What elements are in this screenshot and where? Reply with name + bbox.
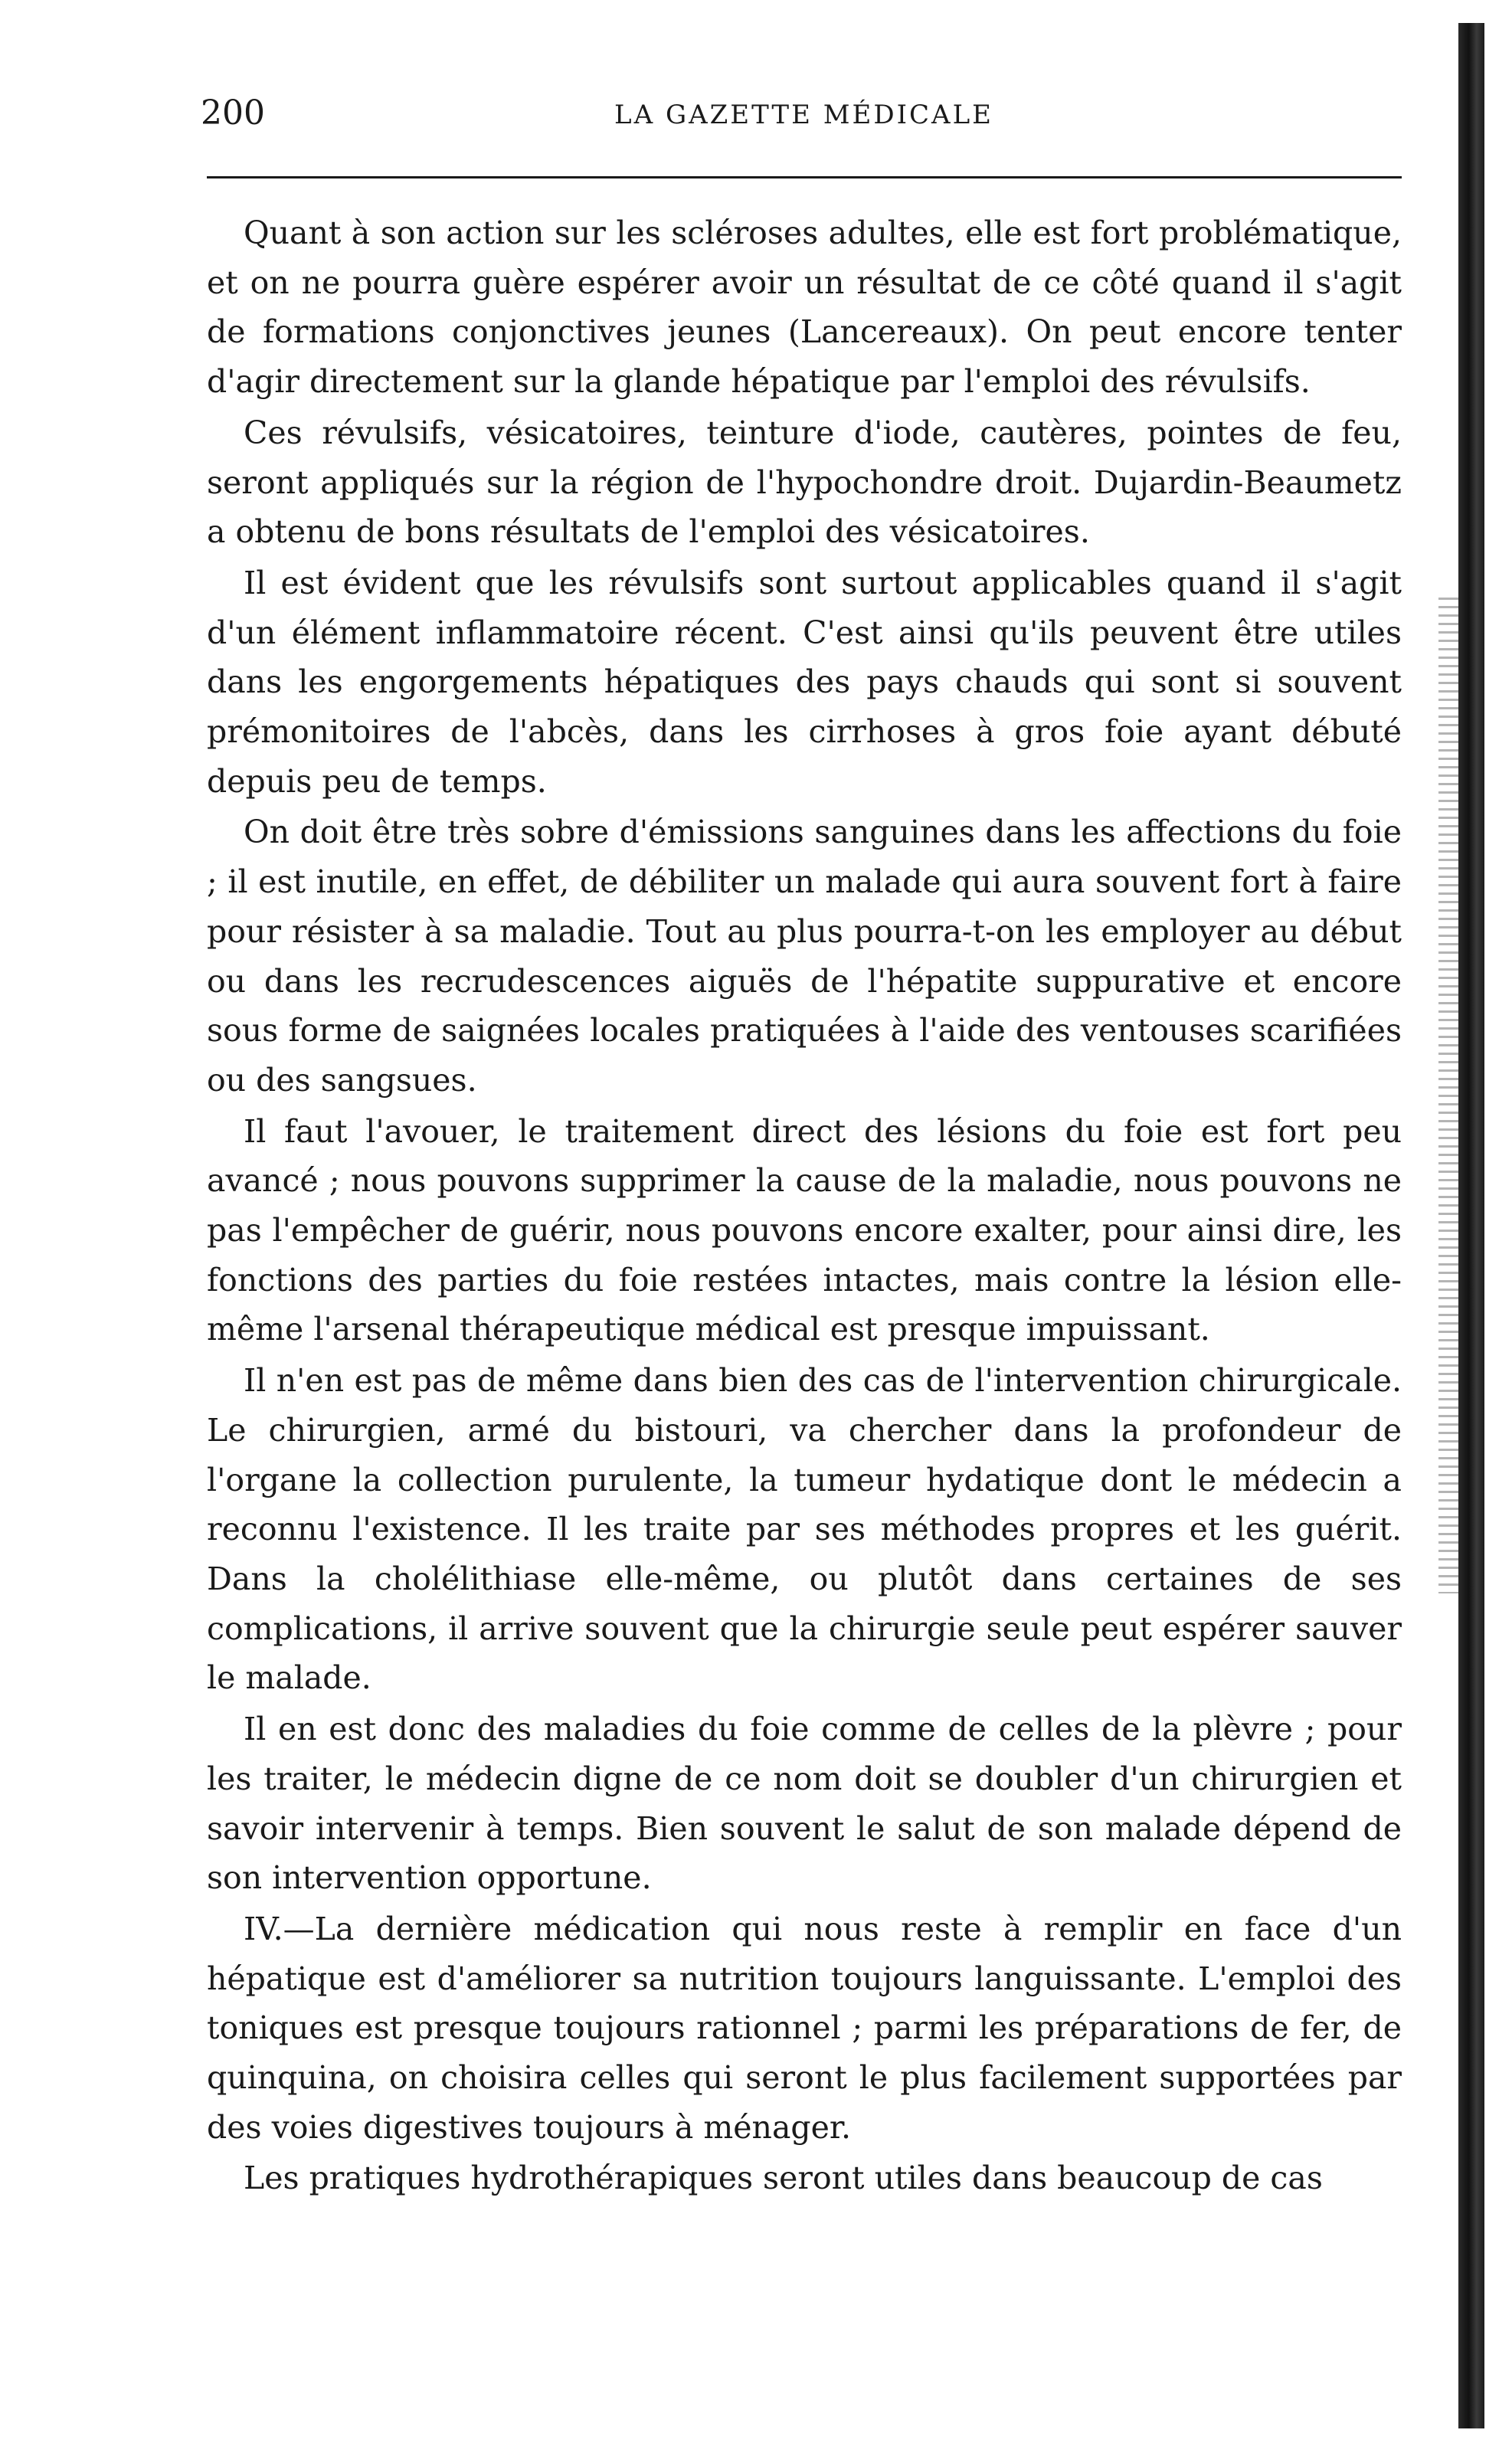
scan-binding-edge [1458, 23, 1484, 2428]
article-body [207, 208, 1402, 2205]
paragraph: Il est évident que les révulsifs sont surtout applicables quand il s'agit d'un élément inflammatoire récent. C'est ainsi qu'ils peuvent être utiles dans les engorgements hépatiques des pays chauds qui sont si souvent prémonitoires de l'abcès, dans les cirrhoses à gros foie ayant débuté depuis peu de temps. [207, 564, 1402, 800]
paragraph: Ces révulsifs, vésicatoires, teinture d'iode, cautères, pointes de feu, seront appliqués sur la région de l'hypochondre droit. Dujardin-Beaumetz a obtenu de bons résultats de l'emploi des vésicatoires. [207, 414, 1402, 551]
paragraph: Les pratiques hydrothérapiques seront utiles dans beaucoup de cas [244, 2160, 1323, 2197]
scan-noise [1438, 598, 1460, 1593]
paragraph: Il en est donc des maladies du foie comme de celles de la plèvre ; pour les traiter, le médecin digne de ce nom doit se doubler d'un chirurgien et savoir intervenir à temps. Bien souvent le salut de son malade dépend de son intervention opportune. [207, 1711, 1402, 1897]
paragraph: Il faut l'avouer, le traitement direct des lésions du foie est fort peu avancé ; nous pouvons supprimer la cause de la maladie, nous pouvons ne pas l'empêcher de guérir, nous pouvons encore exalter, pour ainsi dire, les fonctions des parties du foie restées intactes, mais contre la lésion elle-même l'arsenal thérapeutique médical est presque impuissant. [207, 1112, 1402, 1348]
journal-title: LA GAZETTE MÉDICALE [614, 100, 993, 130]
paragraph: On doit être très sobre d'émissions sanguines dans les affections du foie ; il est inutile, en effet, de débiliter un malade qui aura souvent fort à faire pour résister à sa maladie. Tout au plus pourra-t-on les employer au début ou dans les recrudescences aiguës de l'hépatite suppurative et encore sous forme de saignées locales pratiquées à l'aide des ventouses scarifiées ou des sangsues. [207, 814, 1402, 1099]
paragraph: Il n'en est pas de même dans bien des cas de l'intervention chirurgicale. Le chirurgien, armé du bistouri, va chercher dans la profondeur de l'organe la collection purulente, la tumeur hydatique dont le médecin a reconnu l'existence. Il les traite par ses méthodes propres et les guérit. Dans la cholélithiase elle-même, ou plutôt dans certaines de ses complications, il arrive souvent que la chirurgie seule peut espérer sauver le malade. [207, 1362, 1402, 1697]
page-number: 200 [201, 93, 265, 133]
paragraph: Quant à son action sur les scléroses adultes, elle est fort problématique, et on ne pourra guère espérer avoir un résultat de ce côté quand il s'agit de formations conjonctives jeunes (Lancereaux). On peut encore tenter d'agir directement sur la glande hépatique par l'emploi des révulsifs. [207, 214, 1402, 401]
paragraph: IV.—La dernière médication qui nous reste à remplir en face d'un hépatique est d'améliorer sa nutrition toujours languissante. L'emploi des toniques est presque toujours rationnel ; parmi les préparations de fer, de quinquina, on choisira celles qui seront le plus facilement supportées par des voies digestives toujours à ménager. [207, 1910, 1402, 2146]
running-head [201, 90, 1396, 136]
header-rule [207, 176, 1402, 178]
